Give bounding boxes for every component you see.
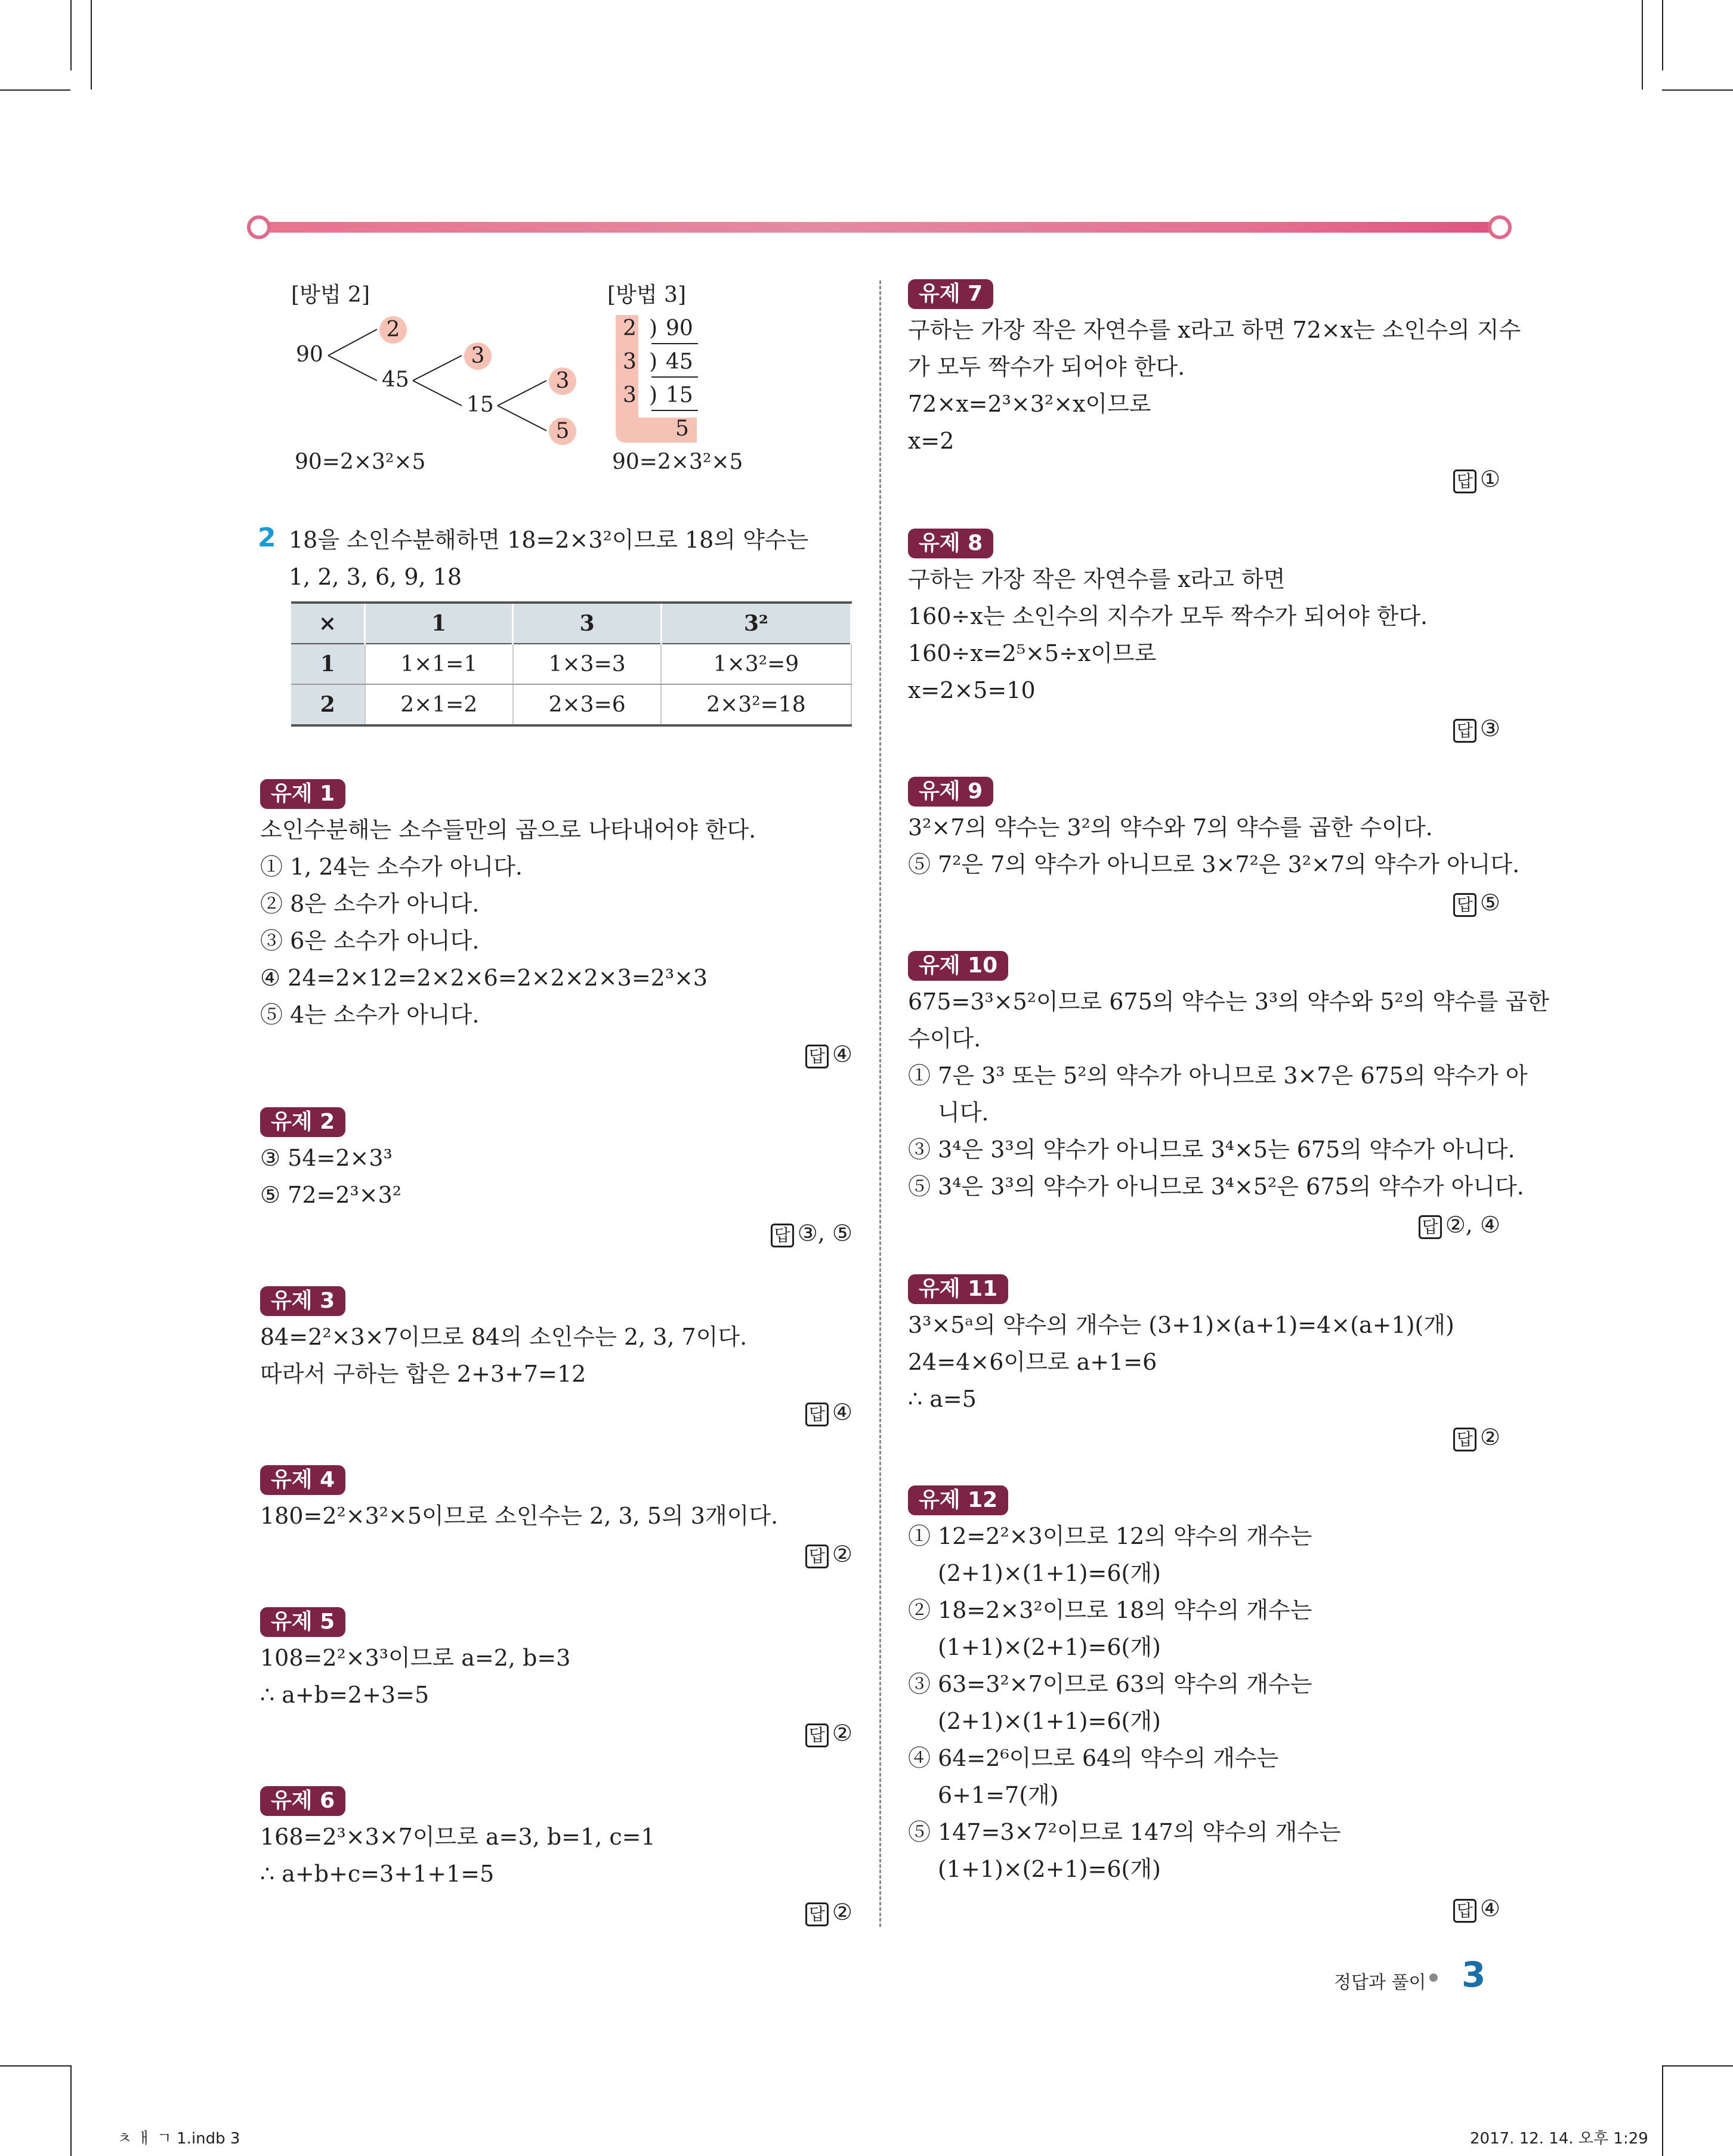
exercise-answer: [1453, 464, 1500, 494]
exercise-line: ③ 3⁴은 3³의 약수가 아니므로 3⁴×5는 675의 약수가 아니다.: [908, 1136, 1515, 1163]
answer-mark: 답: [805, 1723, 829, 1747]
answer-value: ④: [832, 1399, 852, 1425]
ladder-paren: ): [649, 316, 658, 341]
tree-prime-3: 3: [464, 342, 492, 370]
exercise-line: ⑤ 147=3×7²이므로 147의 약수의 개수는: [908, 1819, 1341, 1845]
exercise-answer: [805, 1539, 852, 1569]
tree-prime-2: 2: [379, 316, 407, 344]
exercise-line: 따라서 구하는 합은 2+3+7=12: [260, 1361, 586, 1387]
exercise-answer: [1453, 1422, 1500, 1452]
answer-value: ④: [1479, 1895, 1500, 1922]
exercise-line: 6+1=7(개): [938, 1782, 1059, 1808]
exercise-line: ① 1, 24는 소수가 아니다.: [260, 854, 523, 880]
answer-mark: 답: [805, 1045, 829, 1068]
exercise-line: 24=4×6이므로 a+1=6: [908, 1349, 1157, 1375]
table-row: [291, 684, 851, 725]
header-bar: [261, 222, 1502, 233]
exercise-line: 수이다.: [908, 1026, 981, 1052]
exercise-badge: 유제 4: [260, 1465, 345, 1495]
ladder-quotient: 5: [675, 416, 689, 441]
exercise-line: ∴ a=5: [908, 1386, 977, 1412]
footer-section-title: 정답과 풀이: [1334, 1972, 1426, 1993]
table-row-header: 1: [291, 644, 365, 684]
ladder-value: 90: [666, 316, 693, 341]
answer-value: ①: [1479, 466, 1500, 492]
tree-prime-3: 3: [549, 367, 576, 395]
exercise-line: (2+1)×(1+1)=6(개): [938, 1708, 1161, 1734]
exercise-line: (1+1)×(2+1)=6(개): [938, 1634, 1161, 1660]
exercise-line: ∴ a+b=2+3=5: [260, 1682, 430, 1708]
crop-mark: [70, 2065, 72, 2156]
answer-value: ②: [832, 1541, 852, 1567]
exercise-line: 3²×7의 약수는 3²의 약수와 7의 약수를 곱한 수이다.: [908, 814, 1433, 841]
exercise-badge: 유제 9: [908, 777, 993, 807]
exercise-line: ② 18=2×3²이므로 18의 약수의 개수는: [908, 1597, 1312, 1623]
exercise-answer: [805, 1897, 852, 1927]
exercise-line: (1+1)×(2+1)=6(개): [938, 1856, 1161, 1882]
exercise-badge: 유제 2: [260, 1107, 345, 1137]
answer-mark: 답: [805, 1403, 829, 1426]
crop-mark: [70, 0, 72, 70]
exercise-line: 160÷x는 소인수의 지수가 모두 짝수가 되어야 한다.: [908, 603, 1428, 629]
problem-2-line: 1, 2, 3, 6, 9, 18: [289, 564, 462, 590]
tree-node-15: 15: [467, 393, 494, 417]
answer-mark: 답: [805, 1545, 829, 1568]
exercise-line: ④ 24=2×12=2×2×6=2×2×2×3=2³×3: [260, 965, 708, 991]
exercise-line: 84=2²×3×7이므로 84의 소인수는 2, 3, 7이다.: [260, 1324, 747, 1350]
exercise-line: x=2: [908, 428, 954, 454]
exercise-answer: [1453, 888, 1500, 918]
answer-value: ④: [832, 1041, 852, 1067]
answer-mark: 답: [1453, 719, 1476, 743]
exercise-answer: [1453, 1894, 1500, 1923]
ladder-divisor: 3: [623, 350, 637, 374]
factor-tree-lines: [322, 316, 585, 453]
exercise-answer: [1419, 1210, 1500, 1240]
tree-prime-5: 5: [549, 418, 576, 445]
exercise-line: ⑤ 4는 소수가 아니다.: [260, 1002, 480, 1028]
method2-label: [방법 2]: [291, 283, 370, 307]
crop-mark: [0, 89, 70, 91]
answer-value: ③: [1479, 715, 1500, 742]
exercise-line: 가 모두 짝수가 되어야 한다.: [908, 354, 1185, 380]
exercise-line: ③ 54=2×3³: [260, 1145, 393, 1171]
answer-value: ③, ⑤: [797, 1220, 852, 1246]
method2-result: 90=2×3²×5: [295, 450, 426, 474]
exercise-line: ∴ a+b+c=3+1+1=5: [260, 1861, 495, 1887]
answer-value: ⑤: [1479, 889, 1500, 916]
ladder-paren: ): [649, 350, 658, 374]
footer-file-name: ㅊ ㅐ ㄱ 1.indb 3: [117, 2130, 240, 2148]
exercise-line: ⑤ 72=2³×3²: [260, 1182, 401, 1208]
ladder-paren: ): [649, 383, 658, 407]
problem-2-number: 2: [258, 523, 276, 553]
exercise-line: 72×x=2³×3²×x이므로: [908, 391, 1151, 417]
exercise-line: ① 12=2²×3이므로 12의 약수의 개수는: [908, 1523, 1312, 1549]
table-cell: 2×3²=18: [661, 684, 851, 725]
method3-label: [방법 3]: [607, 283, 686, 307]
header-bar-right-circle: [1488, 215, 1512, 239]
exercise-line: 180=2²×3²×5이므로 소인수는 2, 3, 5의 3개이다.: [260, 1503, 779, 1529]
exercise-badge: 유제 8: [908, 529, 993, 558]
ladder-value: 45: [666, 350, 693, 374]
exercise-line: x=2×5=10: [908, 677, 1036, 703]
answer-mark: 답: [1453, 893, 1476, 917]
answer-mark: 답: [1453, 1428, 1476, 1451]
tree-node-45: 45: [382, 367, 409, 392]
answer-value: ②, ④: [1445, 1212, 1500, 1238]
exercise-line: 구하는 가장 작은 자연수를 x라고 하면 72×x는 소인수의 지수: [908, 317, 1521, 343]
footer-bullet: [1429, 1973, 1438, 1982]
answer-mark: 답: [1419, 1215, 1442, 1239]
divisor-table: [291, 601, 852, 727]
exercise-badge: 유제 11: [908, 1274, 1008, 1304]
exercise-line: ① 7은 3³ 또는 5²의 약수가 아니므로 3×7은 675의 약수가 아: [908, 1062, 1528, 1089]
exercise-line: ② 8은 소수가 아니다.: [260, 891, 480, 917]
table-row-header: 2: [291, 684, 365, 725]
table-row: [291, 644, 851, 684]
table-cell: 2×3=6: [513, 684, 661, 725]
table-header-cell: ×: [291, 603, 365, 644]
exercise-badge: 유제 12: [908, 1485, 1008, 1515]
exercise-line: ⑤ 3⁴은 3³의 약수가 아니므로 3⁴×5²은 675의 약수가 아니다.: [908, 1173, 1524, 1200]
table-header-cell: 1: [365, 603, 513, 644]
crop-mark: [1642, 0, 1643, 89]
crop-mark: [1662, 89, 1733, 91]
exercise-line: 108=2²×3³이므로 a=2, b=3: [260, 1645, 571, 1671]
crop-mark: [1662, 2065, 1663, 2156]
exercise-line: 675=3³×5²이므로 675의 약수는 3³의 약수와 5²의 약수를 곱한: [908, 989, 1549, 1015]
exercise-answer: [805, 1397, 852, 1427]
exercise-line: ⑤ 7²은 7의 약수가 아니므로 3×7²은 3²×7의 약수가 아니다.: [908, 851, 1520, 878]
tree-node-90: 90: [296, 342, 323, 367]
answer-mark: 답: [1453, 1899, 1476, 1923]
exercise-line: 소인수분해는 소수들만의 곱으로 나타내어야 한다.: [260, 817, 756, 843]
exercise-answer: [805, 1718, 852, 1748]
exercise-answer: [805, 1039, 852, 1069]
problem-2-line: 18을 소인수분해하면 18=2×3²이므로 18의 약수는: [289, 527, 809, 553]
page-number: 3: [1462, 1954, 1486, 1995]
exercise-answer: [771, 1218, 852, 1248]
exercise-line: 160÷x=2⁵×5÷x이므로: [908, 640, 1157, 666]
crop-mark: [1662, 0, 1663, 70]
answer-mark: 답: [771, 1224, 794, 1247]
table-cell: 2×1=2: [365, 684, 513, 725]
method3-result: 90=2×3²×5: [612, 450, 743, 474]
exercise-badge: 유제 7: [908, 279, 993, 309]
table-cell: 1×3²=9: [661, 644, 851, 684]
exercise-line: ③ 6은 소수가 아니다.: [260, 928, 480, 954]
ladder-divisor: 3: [623, 383, 637, 407]
ladder-divisor: 2: [623, 316, 637, 341]
table-header-cell: 3: [513, 603, 661, 644]
exercise-badge: 유제 1: [260, 779, 345, 809]
header-bar-left-circle: [247, 215, 271, 239]
exercise-badge: 유제 3: [260, 1286, 345, 1316]
ladder-value: 15: [666, 383, 693, 407]
exercise-line: 니다.: [938, 1099, 989, 1126]
crop-mark: [0, 2065, 70, 2067]
exercise-badge: 유제 6: [260, 1786, 345, 1816]
exercise-line: ④ 64=2⁶이므로 64의 약수의 개수는: [908, 1745, 1279, 1771]
answer-mark: 답: [1453, 469, 1476, 493]
exercise-badge: 유제 10: [908, 951, 1008, 981]
footer-timestamp: 2017. 12. 14. 오후 1:29: [1470, 2130, 1648, 2148]
table-cell: 1×3=3: [513, 644, 661, 684]
exercise-line: 구하는 가장 작은 자연수를 x라고 하면: [908, 566, 1286, 592]
answer-value: ②: [1479, 1424, 1500, 1450]
answer-mark: 답: [805, 1902, 829, 1926]
exercise-line: ③ 63=3²×7이므로 63의 약수의 개수는: [908, 1671, 1312, 1697]
answer-value: ②: [832, 1899, 852, 1925]
exercise-line: 168=2³×3×7이므로 a=3, b=1, c=1: [260, 1824, 656, 1850]
exercise-line: 3³×5ᵃ의 약수의 개수는 (3+1)×(a+1)=4×(a+1)(개): [908, 1312, 1454, 1338]
column-divider: [879, 280, 881, 1927]
exercise-badge: 유제 5: [260, 1607, 345, 1637]
table-header-cell: 3²: [661, 603, 851, 644]
exercise-answer: [1453, 713, 1500, 743]
exercise-line: (2+1)×(1+1)=6(개): [938, 1560, 1161, 1586]
crop-mark: [91, 0, 92, 89]
table-cell: 1×1=1: [365, 644, 513, 684]
answer-value: ②: [832, 1720, 852, 1746]
crop-mark: [1662, 2065, 1733, 2067]
